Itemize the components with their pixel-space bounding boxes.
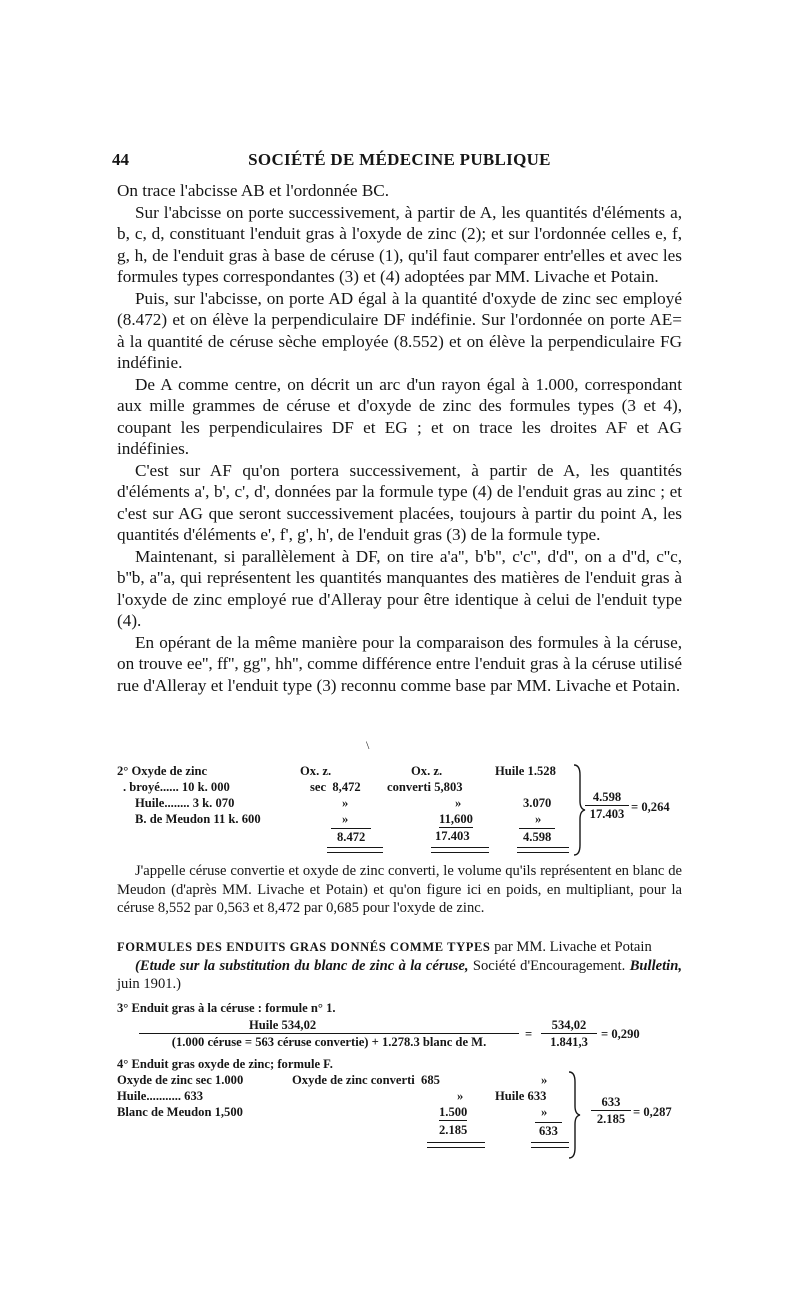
table-oxyde-de-zinc — [117, 763, 687, 859]
fraction-numerator: 633 — [591, 1094, 631, 1111]
fraction-numerator: Huile 534,02 — [139, 1017, 519, 1034]
paragraph: Maintenant, si parallèlement à DF, on tire a'a'', b'b'', c'c'', d'd'', on a d''d, c''c, b''b, a''a, qui représentent les quantités manquantes des matières de l'enduit gras à l'oxyde de zinc employé rue d'Alleray pour être identique à celui de l'enduit type (4). — [117, 546, 682, 630]
conversion-paragraph — [117, 862, 682, 918]
table-cell: » — [455, 796, 462, 810]
table-total: 17.403 — [435, 829, 470, 843]
formula-title: 4° Enduit gras oxyde de zinc; formule F. — [117, 1057, 333, 1071]
table-total: 4.598 — [519, 828, 555, 845]
fraction — [591, 1094, 631, 1127]
table-col-header: Ox. z. — [300, 764, 332, 778]
paragraph: Puis, sur l'abcisse, on porte AD égal à la quantité d'oxyde de zinc sec employé (8.472) et on élève la perpendiculaire DF indéfinie. Sur l'ordonnée on porte AE= à la quantité de céruse sèche employée (8.552) et on élève la perpendiculaire FG indéfinie. — [117, 288, 682, 372]
double-rule — [531, 1142, 569, 1148]
table-cell: 1.500 — [439, 1105, 468, 1119]
paragraph: De A comme centre, on décrit un arc d'un rayon égal à 1.000, correspondant aux mille grammes de céruse et d'oxyde de zinc des formules types (3 et 4), coupant les perpendiculaires DF et EG ; et on trace les droites AF et AG indéfinies. — [117, 374, 682, 458]
double-rule — [431, 847, 489, 853]
running-title: SOCIÉTÉ DE MÉDECINE PUBLIQUE — [248, 150, 551, 169]
table-cell: Huile........... 633 — [117, 1089, 204, 1103]
table-cell: Huile........ 3 k. 070 — [135, 796, 235, 810]
paragraph: En opérant de la même manière pour la comparaison des formules à la céruse, on trouve ee'', ff'', gg'', hh'', comme différence entre l'enduit gras à la céruse utilisé rue d'Alleray et l'enduit type (3) reconnu comme base par MM. Livache et Potain. — [117, 632, 682, 695]
fraction-result: = 0,290 — [601, 1027, 640, 1041]
fraction-denominator: 2.185 — [596, 1112, 626, 1126]
page-header — [112, 150, 687, 174]
fraction — [541, 1017, 597, 1050]
table-total: 633 — [535, 1122, 562, 1139]
double-rule — [517, 847, 569, 853]
table-cell: » — [541, 1105, 548, 1119]
table-col-header: Ox. z. — [411, 764, 443, 778]
table-cell: Huile 633 — [495, 1089, 547, 1103]
table-cell: » — [535, 812, 542, 826]
paragraph: Sur l'abcisse on porte successivement, à partir de A, les quantités d'éléments a, b, c, d, constituant l'enduit gras à l'oxyde de zinc (2); et sur l'ordonnée celles e, f, g, h, de l'enduit gras à base de céruse (1), qu'il faut comparer entr'elles et avec les formules types correspondantes (3) et (4) adoptées par MM. Livache et Potain. — [117, 202, 682, 286]
formules-by: par MM. Livache et Potain — [490, 939, 652, 955]
paragraph: J'appelle céruse convertie et oxyde de zinc converti, le volume qu'ils représentent en blanc de Meudon (d'après MM. Livache et Potain) et qu'on figure ici en poids, en multipliant, pour la céruse 8,552 par 0,563 et 8,472 par 0,685 pour l'oxyde de zinc. — [117, 863, 682, 916]
table-cell: Oxyde de zinc converti 685 — [292, 1073, 440, 1087]
table-col-header: Huile 1.528 — [495, 764, 556, 778]
source-date: juin 1901.) — [117, 976, 182, 992]
double-rule — [427, 1142, 485, 1148]
page-number: 44 — [112, 150, 129, 169]
fraction-numerator: 534,02 — [541, 1017, 597, 1034]
fraction-denominator: 17.403 — [589, 807, 625, 821]
table-cell: » — [541, 1073, 548, 1087]
source-bulletin: Bulletin, — [629, 957, 682, 974]
fraction-result: = 0,264 — [631, 800, 670, 814]
table-cell: 11,600 — [439, 812, 473, 826]
table-total: 2.185 — [439, 1123, 468, 1137]
body-text — [117, 180, 682, 696]
table-cell: sec 8,472 — [310, 780, 361, 794]
formula-ceruse — [117, 1000, 687, 1060]
formules-paragraph — [117, 938, 682, 994]
fraction-denominator: (1.000 céruse = 563 céruse convertie) + 1.278.3 blanc de M. — [171, 1035, 487, 1049]
fraction-numerator: 4.598 — [585, 789, 629, 806]
paragraph: C'est sur AF qu'on portera successivement, à partir de A, les quantités d'éléments a', b', c', d', données par la formule type (4) de l'enduit gras au zinc ; et c'est sur AG que seront successivement placées, toujours à partir du point A, les quantités d'éléments e', f', g', h', de l'enduit gras (3) de la formule type. — [117, 460, 682, 544]
source-publisher: Société d'Encouragement. — [468, 957, 630, 974]
table-cell: » — [342, 812, 349, 826]
formules-source — [117, 957, 682, 994]
paragraph: On trace l'abcisse AB et l'ordonnée BC. — [117, 181, 390, 200]
table-label: 2° Oxyde de zinc — [117, 764, 208, 778]
fraction — [585, 789, 629, 822]
formula-zinc — [117, 1056, 687, 1160]
formules-heading: FORMULES DES ENDUITS GRAS DONNÉS COMME TYPES — [117, 940, 491, 954]
fraction-denominator: 1.841,3 — [550, 1035, 588, 1049]
table-cell: » — [457, 1089, 464, 1103]
formula-title: 3° Enduit gras à la céruse : formule n° 1. — [117, 1001, 336, 1015]
table-cell: . broyé...... 10 k. 000 — [123, 780, 230, 794]
formules-text — [117, 938, 682, 957]
table-cell: 3.070 — [523, 796, 552, 810]
table-cell: converti 5,803 — [387, 780, 463, 794]
table-cell: Blanc de Meudon 1,500 — [117, 1105, 243, 1119]
fraction-long — [139, 1017, 519, 1050]
tick-mark: \ — [366, 738, 370, 752]
double-rule — [327, 847, 383, 853]
right-brace — [572, 763, 586, 857]
table-total: 8.472 — [331, 828, 371, 845]
table-cell: Oxyde de zinc sec 1.000 — [117, 1073, 244, 1087]
source-title: (Etude sur la substitution du blanc de zinc à la céruse, — [135, 957, 469, 974]
table-cell: B. de Meudon 11 k. 600 — [135, 812, 261, 826]
equals-sign: = — [525, 1027, 533, 1041]
right-brace — [567, 1070, 581, 1160]
table-cell: » — [342, 796, 349, 810]
fraction-result: = 0,287 — [633, 1105, 672, 1119]
